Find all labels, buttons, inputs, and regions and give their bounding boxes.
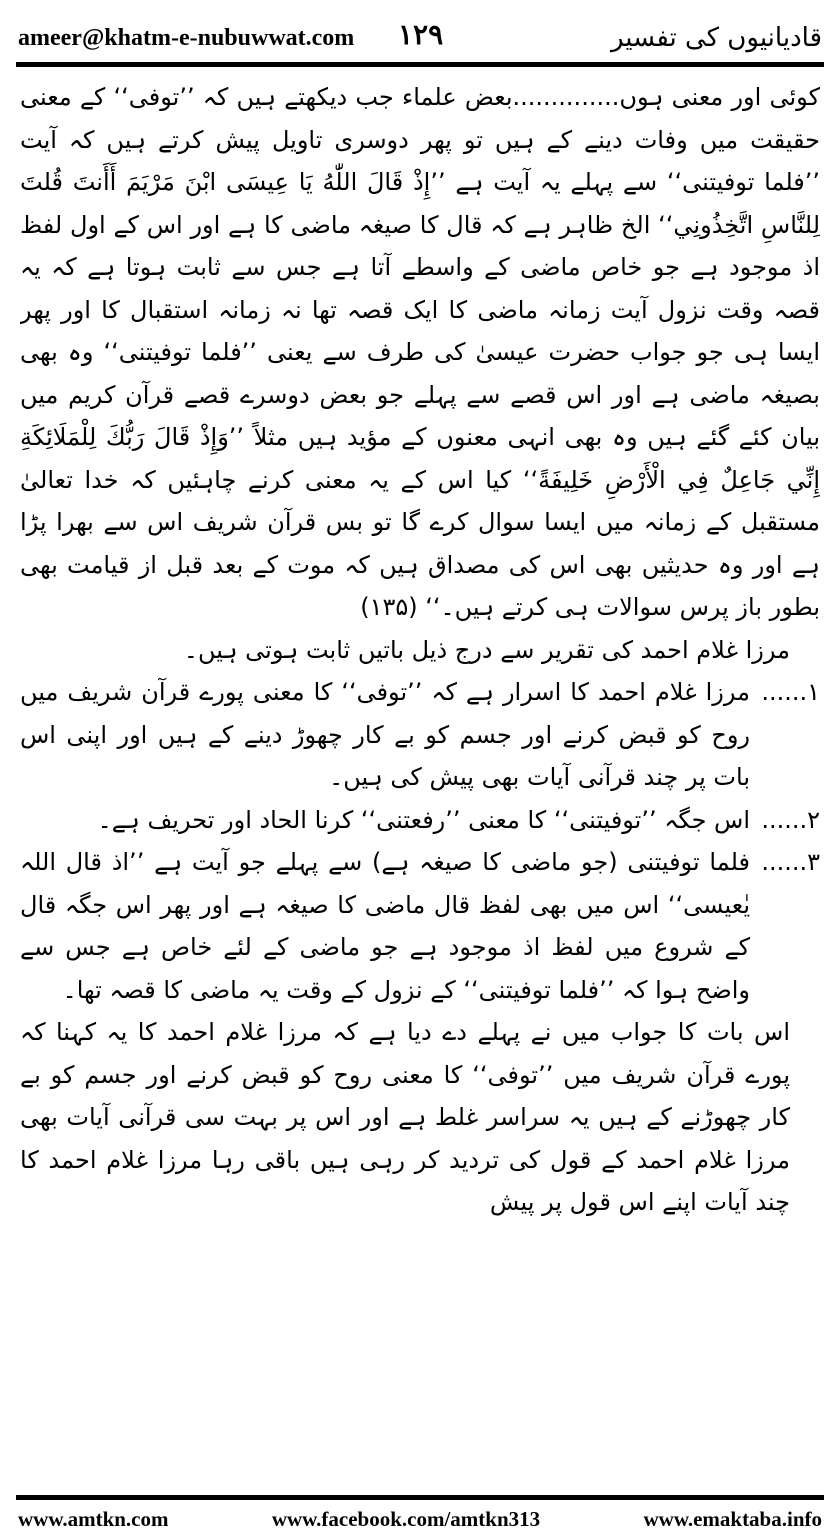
list-text: اس جگہ ’’توفیتنی‘‘ کا معنی ’’رفعتنی‘‘ کرنا الحاد اور تحریف ہے۔ xyxy=(97,805,750,834)
footer-link-facebook[interactable]: www.facebook.com/amtkn313 xyxy=(271,1506,541,1531)
list-text: مرزا غلام احمد کا اسرار ہے کہ ’’توفی‘‘ کا معنی پورے قرآن شریف میں روح کو قبض کرنے اور جسم کو بے کار چھوڑ دینے کے ہیں اور اپنی اس بات پر چند قرآنی آیات بھی پیش کی ہیں۔ xyxy=(20,678,750,791)
list-number: ۳...... xyxy=(761,848,820,876)
footer-link-amtkn[interactable]: www.amtkn.com xyxy=(18,1506,169,1531)
list-number: ۱...... xyxy=(761,678,820,706)
paragraph-answer: اس بات کا جواب میں نے پہلے دے دیا ہے کہ مرزا غلام احمد کا یہ کہنا کہ پورے قرآن شریف میں ’’توفی‘‘ کا معنی روح کو قبض کرنے اور جسم کو بے کار چھوڑنے کے ہیں یہ سراسر غلط ہے اور اس پر بہت سی قرآنی آیات بھی مرزا غلام احمد کے قول کی تردید کر رہی ہیں باقی رہا مرزا غلام احمد کا چند آیات اپنے اس قول پر پیش xyxy=(20,1018,790,1216)
paragraph-quote: کوئی اور معنی ہوں..............بعض علماء جب دیکھتے ہیں کہ ’’توفی‘‘ کے معنی حقیقت میں وفات دینے کے ہیں تو پھر دوسری تاویل پیش کرتے ہیں کہ آیت ’’فلما توفیتنی‘‘ سے پہلے یہ آیت ہے ’’إِذْ قَالَ اللّٰهُ يَا عِيسَى ابْنَ مَرْيَمَ أَأَنتَ قُلتَ لِلنَّاسِ اتَّخِذُونِي‘‘ الخ ظاہر ہے کہ قال کا صیغہ ماضی کا ہے اور اس کے اول لفظ اذ موجود ہے جو خاص ماضی کے واسطے آتا ہے جس سے ثابت ہوتا ہے کہ یہ قصہ وقت نزول آیت زمانہ ماضی کا ایک قصہ تھا نہ زمانہ استقبال کا اور پھر ایسا ہی جو جواب حضرت عیسیٰ کی طرف سے یعنی ’’فلما توفیتنی‘‘ وہ بھی بصیغہ ماضی ہے اور اس قصے سے پہلے جو بعض دوسرے قصے قرآن کریم میں بیان کئے گئے ہیں وہ بھی انہی معنوں کے مؤید ہیں مثلاً ’’وَإِذْ قَالَ رَبُّكَ لِلْمَلَائِكَةِ إِنِّي جَاعِلٌ فِي الْأَرْضِ خَلِيفَةً‘‘ کیا اس کے یہ معنی کرنے چاہئیں کہ خدا تعالیٰ مستقبل کے زمانہ میں ایسا سوال کرے گا تو بس قرآن شریف اس سے بھرا پڑا ہے اور وہ حدیثیں بھی اس کی مصداق ہیں کہ موت کے بعد قبل از قیامت بھی بطور باز پرس سوالات ہی کرتے ہیں۔‘‘ (۱۳۵) xyxy=(20,83,820,621)
header-rule xyxy=(16,62,824,67)
list-item-3 xyxy=(20,841,820,1011)
page-footer xyxy=(18,1504,822,1534)
footer-rule xyxy=(16,1495,824,1500)
page-header xyxy=(18,18,822,58)
list-item-1 xyxy=(20,671,820,799)
paragraph-intro: مرزا غلام احمد کی تقریر سے درج ذیل باتیں ثابت ہوتی ہیں۔ xyxy=(183,635,790,664)
list-text: فلما توفیتنی (جو ماضی کا صیغہ ہے) سے پہلے جو آیت ہے ’’اذ قال اللہ یٰعیسی‘‘ اس میں بھی لفظ قال ماضی کا صیغہ ہے اور پھر اس جگہ قال کے شروع میں لفظ اذ موجود ہے جو ماضی کے لئے خاص ہے جس سے واضح ہوا کہ ’’فلما توفیتنی‘‘ کے نزول کے وقت یہ ماضی کا قصہ تھا۔ xyxy=(20,848,750,1004)
list-item-2 xyxy=(20,799,820,842)
page-body xyxy=(20,76,820,1486)
footer-link-emaktaba[interactable]: www.emaktaba.info xyxy=(643,1506,822,1531)
header-email: ameer@khatm-e-nubuwwat.com xyxy=(18,24,355,51)
list-number: ۲...... xyxy=(761,805,820,834)
book-title: قادیانیوں کی تفسیر xyxy=(610,23,822,53)
page-number: ۱۲۹ xyxy=(398,18,444,51)
